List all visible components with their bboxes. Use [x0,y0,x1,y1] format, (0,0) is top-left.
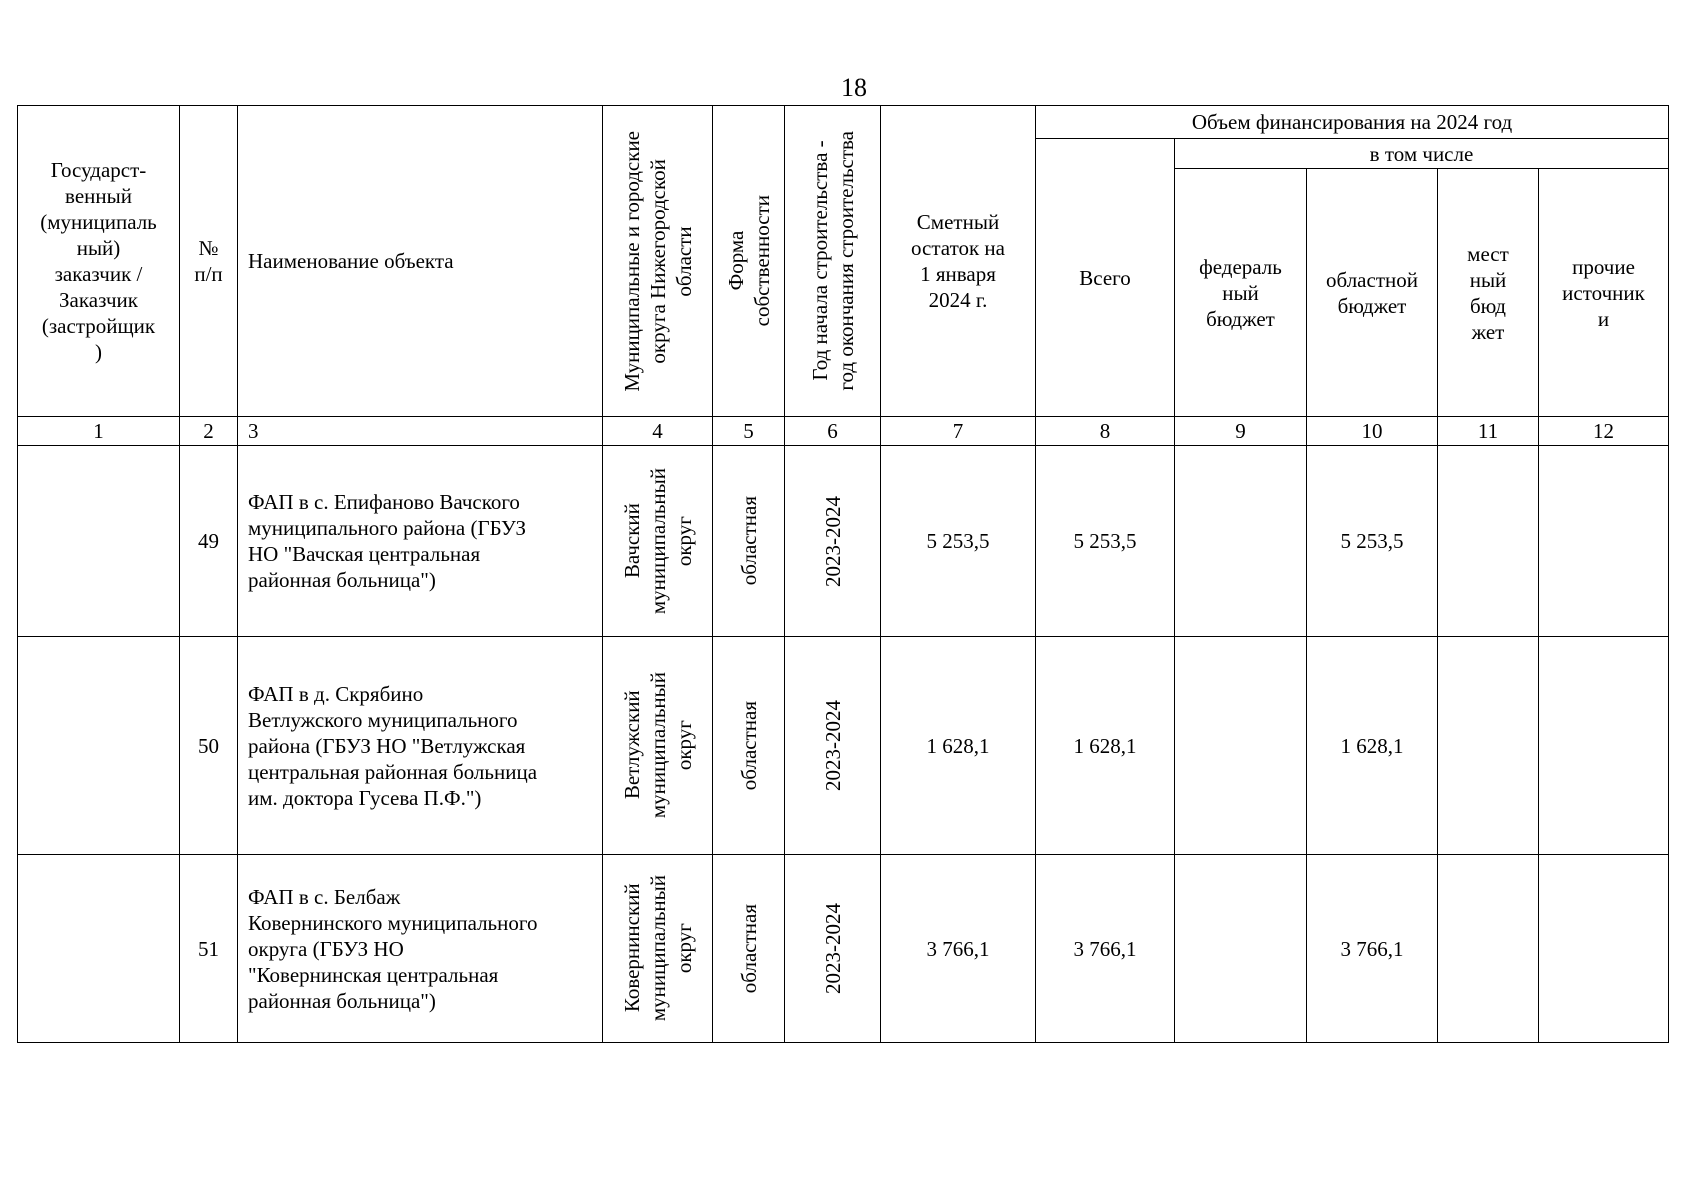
column-number-row [18,417,1669,446]
cell-federal [1175,637,1307,855]
cell-object-name: ФАП в с. Епифаново Вачского муниципального района (ГБУЗ НО "Вачская центральная районная больница") [238,446,603,637]
cell-local [1438,637,1539,855]
column-number: 11 [1438,417,1539,446]
header-customer: Государст- венный (муниципаль ный) заказчик / Заказчик (застройщик ) [18,106,180,417]
cell-number: 51 [180,855,238,1043]
column-number: 2 [180,417,238,446]
page-number: 18 [841,73,867,102]
table-row [18,637,1669,855]
header-financing: Объем финансирования на 2024 год [1036,106,1669,139]
cell-local [1438,446,1539,637]
header-years: Год начала строительства - год окончания строительства [785,106,881,417]
cell-local [1438,855,1539,1043]
column-number: 4 [603,417,713,446]
cell-federal [1175,855,1307,1043]
cell-municipality: Ковернинский муниципальный округ [603,855,713,1043]
header-object-name: Наименование объекта [238,106,603,417]
cell-years: 2023-2024 [785,855,881,1043]
cell-object-name: ФАП в д. Скрябино Ветлужского муниципального района (ГБУЗ НО "Ветлужская центральная районная больница им. доктора Гусева П.Ф.") [238,637,603,855]
cell-municipality: Вачский муниципальный округ [603,446,713,637]
column-number: 5 [713,417,785,446]
cell-ownership: областная [713,637,785,855]
cell-number: 50 [180,637,238,855]
column-number: 10 [1307,417,1438,446]
table-row [18,446,1669,637]
cell-other [1539,855,1669,1043]
cell-ownership: областная [713,855,785,1043]
cell-federal [1175,446,1307,637]
cell-regional: 1 628,1 [1307,637,1438,855]
header-ownership: Форма собственности [713,106,785,417]
cell-customer [18,637,180,855]
cell-estimate: 3 766,1 [881,855,1036,1043]
cell-customer [18,446,180,637]
cell-total: 3 766,1 [1036,855,1175,1043]
header-number: № п/п [180,106,238,417]
header-total: Всего [1036,139,1175,417]
header-municipalities: Муниципальные и городские округа Нижегородской области [603,106,713,417]
header-row [18,106,1669,139]
cell-customer [18,855,180,1043]
cell-years: 2023-2024 [785,446,881,637]
column-number: 12 [1539,417,1669,446]
cell-number: 49 [180,446,238,637]
header-local: мест ный бюд жет [1438,169,1539,417]
cell-estimate: 5 253,5 [881,446,1036,637]
header-other: прочие источник и [1539,169,1669,417]
header-including: в том числе [1175,139,1669,169]
cell-other [1539,637,1669,855]
header-regional: областной бюджет [1307,169,1438,417]
column-number: 8 [1036,417,1175,446]
column-number: 1 [18,417,180,446]
financing-table [17,105,1669,1043]
cell-object-name: ФАП в с. Белбаж Ковернинского муниципального округа (ГБУЗ НО "Ковернинская центральная районная больница") [238,855,603,1043]
header-federal: федераль ный бюджет [1175,169,1307,417]
column-number: 3 [238,417,603,446]
cell-regional: 5 253,5 [1307,446,1438,637]
cell-years: 2023-2024 [785,637,881,855]
cell-total: 5 253,5 [1036,446,1175,637]
cell-ownership: областная [713,446,785,637]
cell-other [1539,446,1669,637]
cell-regional: 3 766,1 [1307,855,1438,1043]
table-row [18,855,1669,1043]
cell-total: 1 628,1 [1036,637,1175,855]
column-number: 6 [785,417,881,446]
column-number: 9 [1175,417,1307,446]
cell-municipality: Ветлужский муниципальный округ [603,637,713,855]
header-estimate-balance: Сметный остаток на 1 января 2024 г. [881,106,1036,417]
cell-estimate: 1 628,1 [881,637,1036,855]
column-number: 7 [881,417,1036,446]
